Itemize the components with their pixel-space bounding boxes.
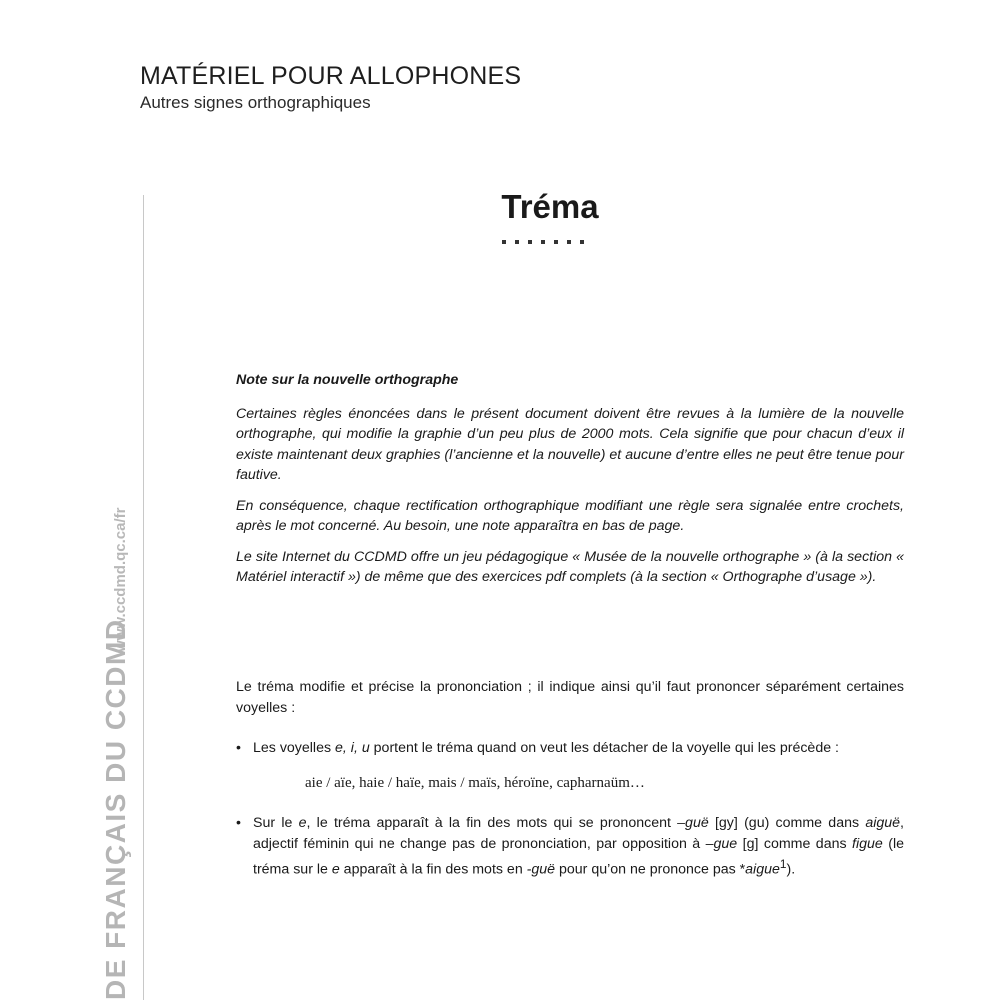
examples-line: aie / aïe, haie / haïe, mais / maïs, héroïne, capharnaüm… — [305, 774, 645, 791]
note-paragraph-3: Le site Internet du CCDMD offre un jeu pédagogique « Musée de la nouvelle orthographe » (à la section « Matériel interactif ») de même que des exercices pdf complets (à la section « Orthographe d’usage »). — [236, 548, 904, 585]
series-subtitle: Autres signes orthographiques — [140, 93, 371, 112]
sidebar-url-text: www.ccdmd.qc.ca/fr — [112, 507, 129, 652]
page-title: Tréma — [501, 188, 599, 225]
orthography-note — [236, 370, 904, 598]
series-title: MATÉRIEL POUR ALLOPHONES — [140, 62, 522, 90]
bullet-item-final-e: • Sur le e, le tréma apparaît à la fin des mots qui se prononcent –guë [gy] (gu) comme dans aiguë, adjectif féminin qui ne change pas de prononciation, par opposition à –gue [g] comme dans figue (le tréma sur le e apparaît à la fin des mots en -guë pour qu’on ne prononce pas *aigue$^1$). — [236, 815, 904, 878]
bullet-icon: • — [236, 815, 241, 831]
note-title: Note sur la nouvelle orthographe — [236, 372, 459, 388]
bullet-icon: • — [236, 740, 241, 756]
bullet-item-vowels: • Les voyelles e, i, u portent le tréma quand on veut les détacher de la voyelle qui les précède : aie / aïe, haie / haïe, mais / maïs, héroïne, capharnaüm… — [236, 738, 904, 793]
side-rule — [143, 195, 144, 1000]
vowels-emphasis: e, i, u — [335, 740, 370, 756]
document-header — [140, 60, 521, 114]
sidebar-organization-text: DE FRANÇAIS DU CCDMD — [100, 618, 131, 1000]
title-dotted-underline — [502, 240, 584, 244]
note-paragraph-1: Certaines règles énoncées dans le présent document doivent être revues à la lumière de la nouvelle orthographe, qui modifie la graphie d’un peu plus de 2000 mots. Cela signifie que pour chacun d’eux il existe maintenant deux graphies (l’ancienne et la nouvelle) et aucune d’entre elles ne peut être tenue pour fautive. — [236, 405, 904, 483]
main-content — [236, 677, 904, 900]
footnote-marker[interactable]: 1 — [779, 857, 787, 871]
intro-paragraph: Le tréma modifie et précise la prononciation ; il indique ainsi qu’il faut prononcer séparément certaines voyelles : — [236, 679, 904, 716]
note-paragraph-2: En conséquence, chaque rectification orthographique modifiant une règle sera signalée entre crochets, après le mot concerné. Au besoin, une note apparaîtra en bas de page. — [236, 497, 904, 534]
